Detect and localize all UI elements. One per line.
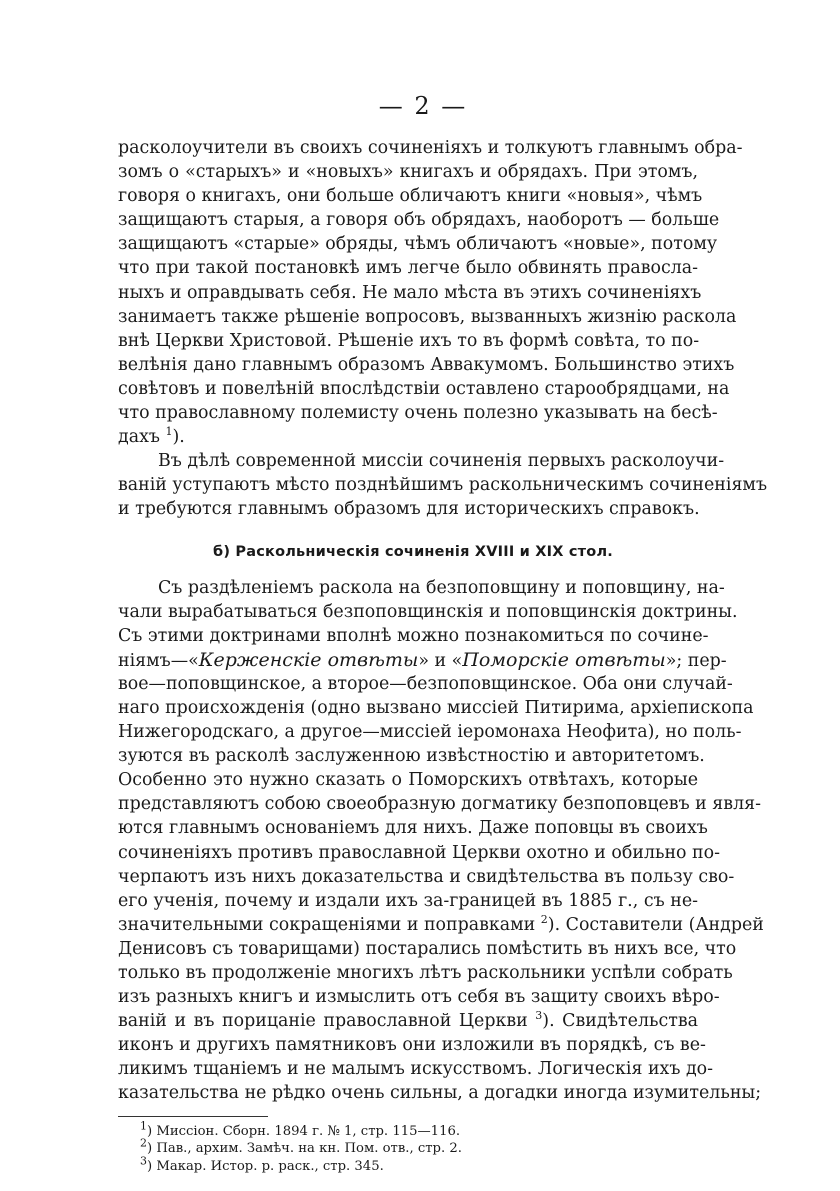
paragraph-2	[118, 449, 768, 521]
document-page	[118, 92, 768, 1175]
text-fragment: ваній и въ порицаніе православной Церкви	[118, 1011, 528, 1032]
footnote-ref-2[interactable]: 2	[540, 913, 548, 927]
paragraph-1	[118, 136, 743, 449]
text-line: что при такой постановкѣ имъ легче было обвинять правосла-	[118, 258, 698, 279]
text-line: Въ дѣлѣ современной миссіи сочиненія первыхъ расколоучи-	[158, 451, 725, 472]
text-line: черпаютъ изъ нихъ доказательства и свидѣтельства въ пользу сво-	[118, 866, 735, 887]
text-line: Нижегородскаго, а другое—миссіей іеромонаха Неофита), но поль-	[118, 722, 742, 743]
text-line: казательства не рѣдко очень сильны, а догадки иногда изумительны;	[118, 1083, 762, 1104]
text-line: представляютъ собою своеобразную догматику безпоповцевъ и явля-	[118, 794, 761, 815]
text-line: занимаетъ также рѣшеніе вопросовъ, вызванныхъ жизнію раскола	[118, 306, 737, 327]
text-fragment: ).	[172, 427, 185, 448]
text-line	[118, 1009, 698, 1033]
text-line: Съ этими доктринами вполнѣ можно познакомиться по сочине-	[118, 625, 709, 646]
text-line: защищаютъ старыя, а говоря объ обрядахъ, наоборотъ — больше	[118, 210, 720, 231]
footnote-1	[140, 1119, 698, 1141]
paragraph-3	[118, 576, 764, 1106]
text-line: изъ разныхъ книгъ и измыслить отъ себя въ защиту своихъ вѣро-	[118, 987, 720, 1008]
text-line	[118, 425, 698, 449]
text-line: наго происхожденія (одно вызвано миссіей Питирима, архіепископа	[118, 697, 754, 718]
text-line: расколоучители въ своихъ сочиненіяхъ и толкуютъ главнымъ обра-	[118, 138, 743, 158]
text-line: чали вырабатываться безпоповщинскія и поповщинскія доктрины.	[118, 601, 738, 622]
footnote-mark: 3	[140, 1154, 147, 1168]
text-line: Денисовъ съ товарищами) постарались помѣстить въ нихъ все, что	[118, 938, 737, 959]
text-line: ликимъ тщаніемъ и не малымъ искусствомъ. Логическія ихъ до-	[118, 1059, 714, 1080]
text-line: внѣ Церкви Христовой. Рѣшеніе ихъ то въ формѣ совѣта, то по-	[118, 330, 700, 351]
footnote-ref-3[interactable]: 3	[535, 1009, 543, 1023]
text-line: что православному полемисту очень полезно указывать на бесѣ-	[118, 403, 718, 424]
text-line: ныхъ и оправдывать себя. Не мало мѣста въ этихъ сочиненіяхъ	[118, 282, 702, 303]
text-fragment: дахъ	[118, 427, 160, 448]
footnote-2	[140, 1136, 698, 1158]
text-line: говоря о книгахъ, они больше обличаютъ книги «новыя», чѣмъ	[118, 186, 703, 207]
footnote-mark: 1	[140, 1119, 147, 1133]
text-line: и требуются главнымъ образомъ для историческихъ справокъ.	[118, 499, 700, 520]
text-line	[118, 913, 764, 937]
text-line: Особенно это нужно сказать о Поморскихъ отвѣтахъ, которые	[118, 770, 698, 791]
footnotes	[118, 1119, 698, 1176]
text-line: защищаютъ «старые» обряды, чѣмъ обличаютъ «новые», потому	[118, 234, 718, 255]
text-line: его ученія, почему и издали ихъ за-границей въ 1885 г., съ не-	[118, 890, 698, 911]
text-line	[118, 648, 727, 672]
text-line: вое—поповщинское, а второе—безпоповщинское. Оба они случай-	[118, 673, 733, 694]
footnote-ref-1[interactable]: 1	[165, 425, 173, 439]
text-fragment: ). Свидѣтельства	[542, 1011, 699, 1032]
footnote-divider	[118, 1116, 268, 1117]
text-line: сочиненіяхъ противъ православной Церкви охотно и обильно по-	[118, 842, 720, 863]
text-line: велѣнія дано главнымъ образомъ Аввакумомъ. Большинство этихъ	[118, 354, 735, 375]
section-subheading: б) Раскольническія сочиненія XVIII и XIX стол.	[213, 543, 613, 560]
footnote-text: ) Макар. Истор. р. раск., стр. 345.	[147, 1158, 384, 1174]
footnote-3	[140, 1154, 698, 1176]
footnote-mark: 2	[140, 1136, 147, 1150]
text-line: иконъ и другихъ памятниковъ они изложили въ порядкѣ, съ ве-	[118, 1035, 706, 1056]
footnote-text: ) Миссіон. Сборн. 1894 г. № 1, стр. 115—116.	[147, 1123, 461, 1139]
text-line: зомъ о «старыхъ» и «новыхъ» книгахъ и обрядахъ. При этомъ,	[118, 162, 698, 183]
text-line: только въ продолженіе многихъ лѣтъ раскольники успѣли собрать	[118, 963, 733, 983]
footnote-text: ) Пав., архим. Замѣч. на кн. Пом. отв., стр. 2.	[147, 1141, 462, 1157]
text-fragment: » и «	[418, 650, 463, 671]
text-fragment: значительными сокращеніями и поправками	[118, 914, 536, 935]
text-line: совѣтовъ и повелѣній впослѣдствіи оставлено старообрядцами, на	[118, 378, 730, 399]
text-fragment: ). Составители (Андрей	[547, 914, 764, 935]
page-number: — 2 —	[378, 92, 468, 120]
text-line: ваній уступаютъ мѣсто позднѣйшимъ раскольническимъ сочиненіямъ	[118, 475, 768, 496]
text-fragment: ніямъ—«	[118, 650, 199, 671]
text-fragment: »; пер-	[665, 650, 727, 671]
italic-title: Керженскіе отвѣты	[198, 648, 419, 671]
text-line: Съ раздѣленіемъ раскола на безпоповщину и поповщину, на-	[158, 577, 725, 598]
text-line: ются главнымъ основаніемъ для нихъ. Даже поповцы въ своихъ	[118, 818, 708, 839]
italic-title: Поморскіе отвѣты	[462, 648, 666, 671]
text-line: зуются въ расколѣ заслуженною извѣстностію и авторитетомъ.	[118, 746, 705, 767]
